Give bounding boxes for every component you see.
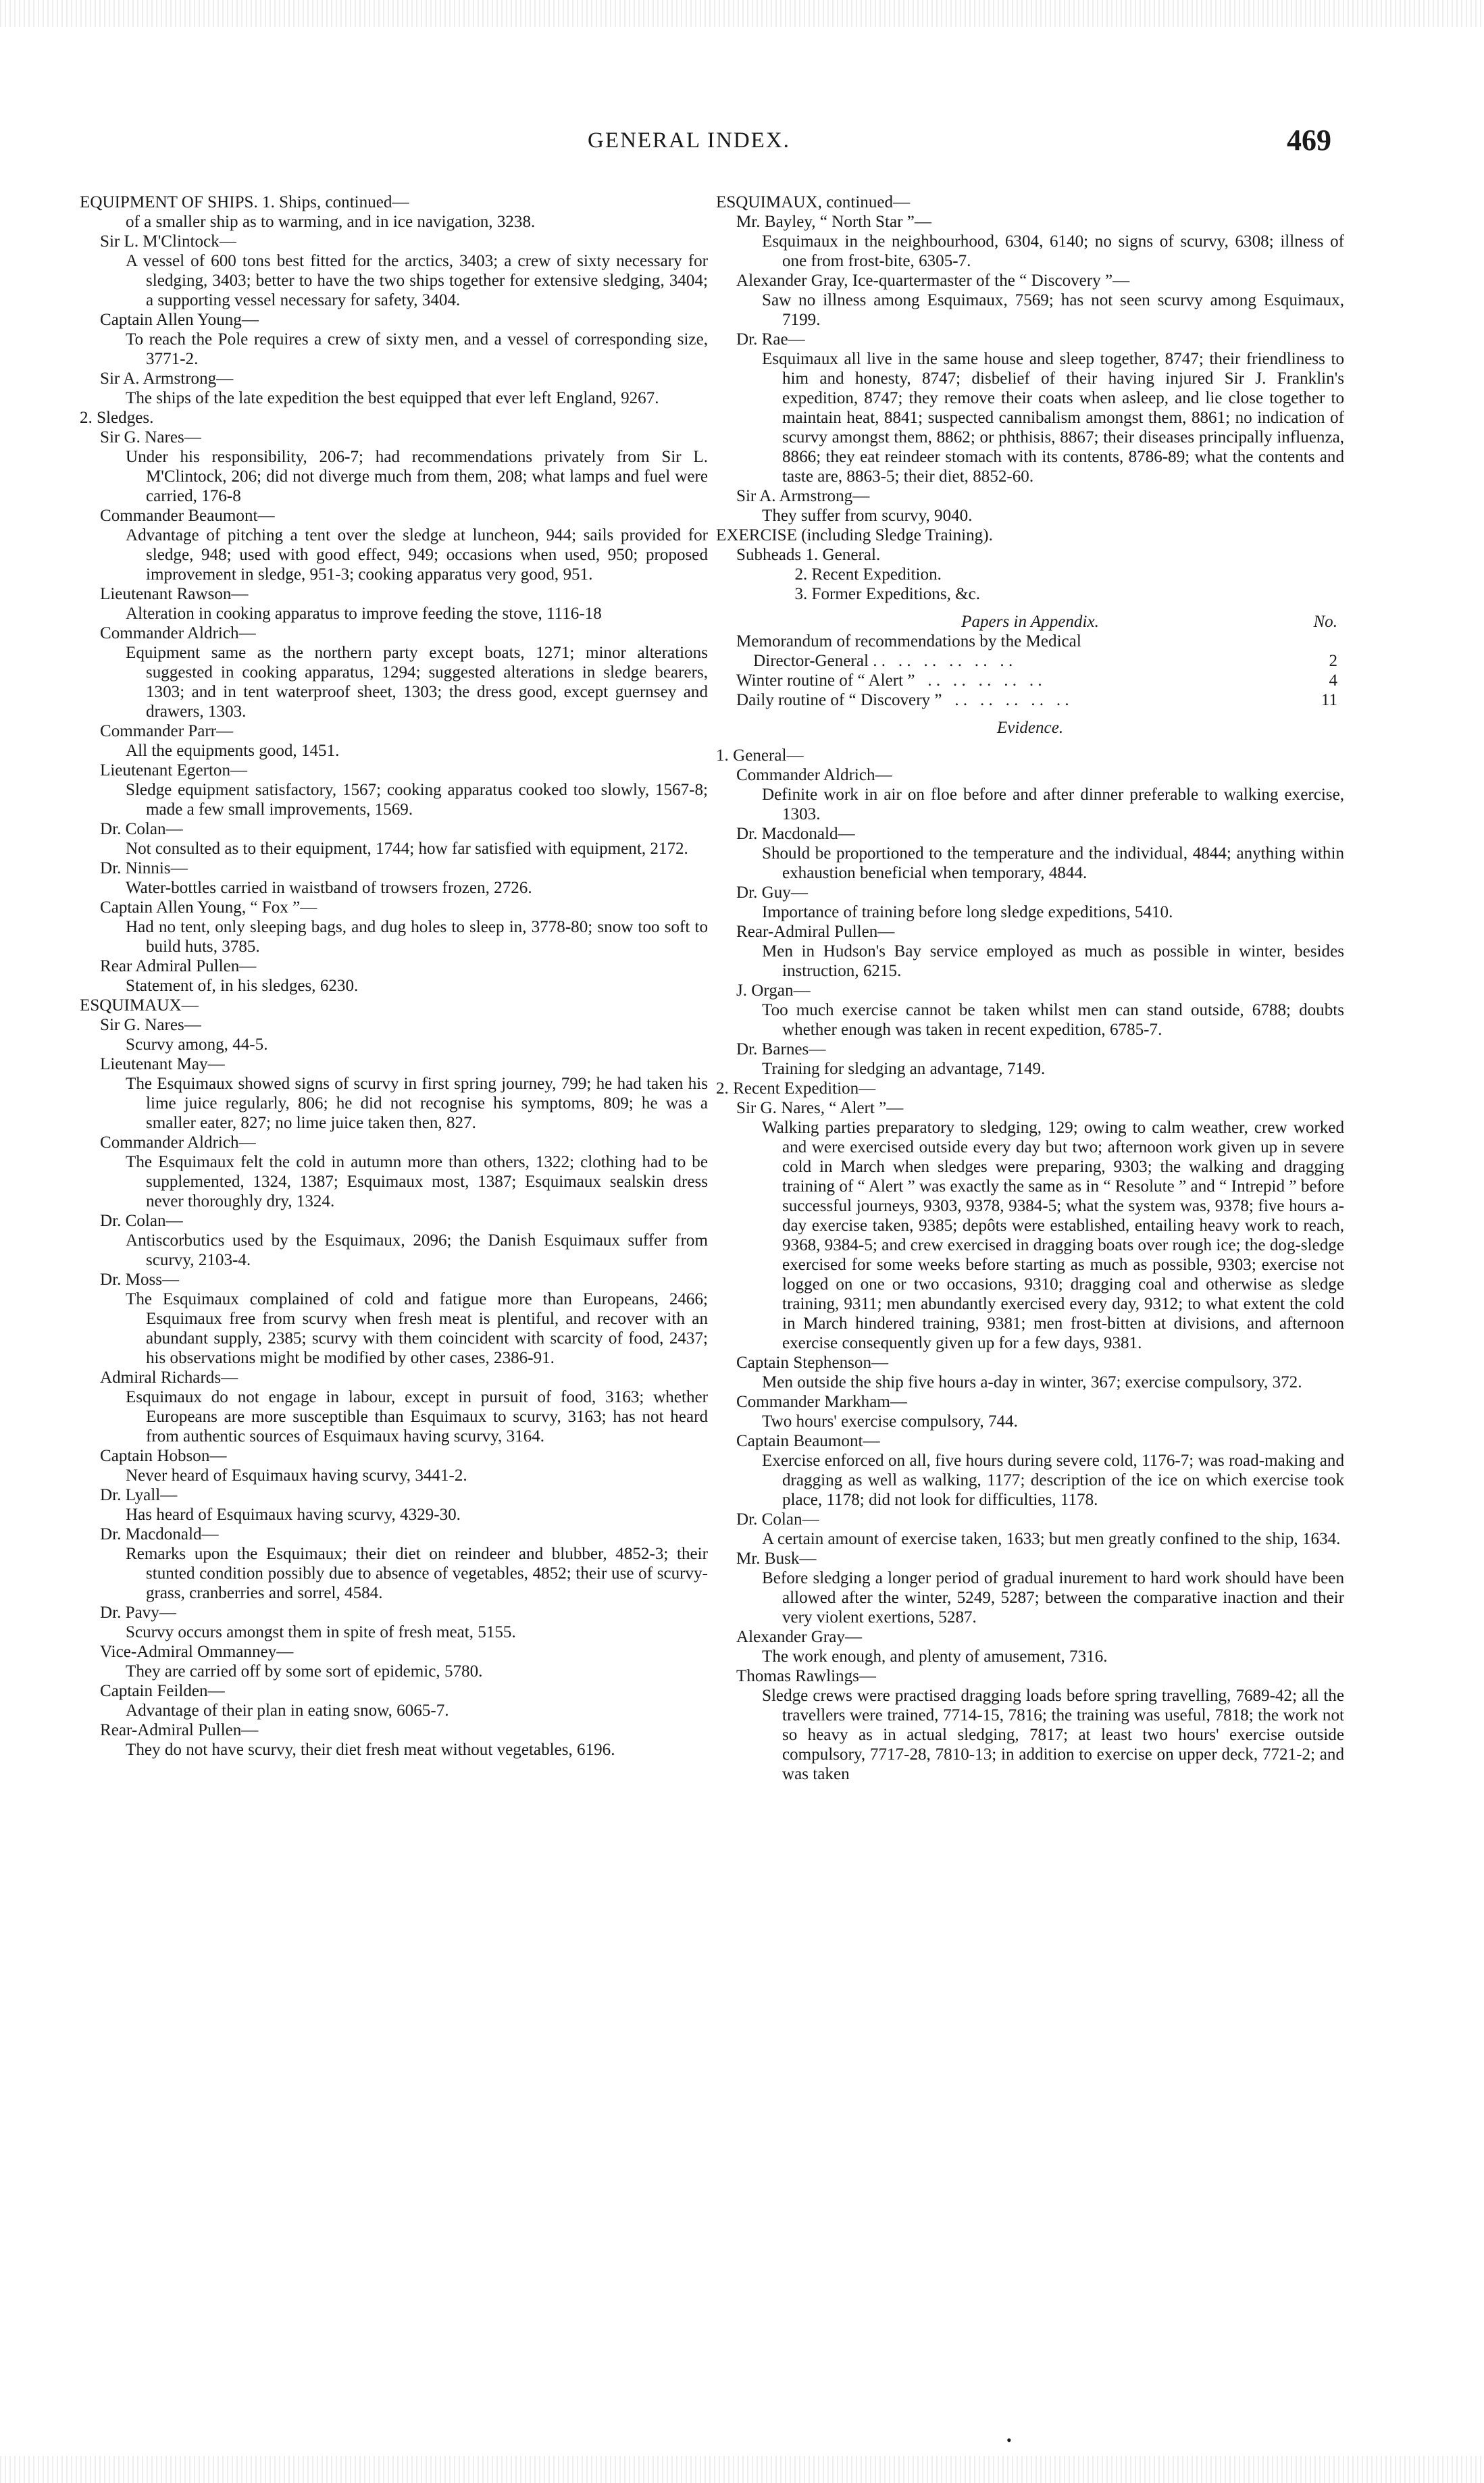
- index-entry: To reach the Pole requires a crew of sixty men, and a vessel of corresponding size, 3771-2.: [126, 330, 708, 368]
- index-heading: ESQUIMAUX, continued—: [716, 193, 911, 211]
- index-entry: Water-bottles carried in waistband of trowsers frozen, 2726.: [126, 879, 532, 897]
- index-heading: Captain Allen Young—: [100, 311, 259, 329]
- index-heading: Admiral Richards—: [100, 1368, 238, 1387]
- appendix-row-label: Director-General . . . . . . . . . . . .: [736, 652, 1013, 670]
- index-heading: Mr. Bayley, “ North Star ”—: [736, 213, 931, 231]
- index-heading: Captain Stephenson—: [736, 1354, 889, 1372]
- left-column: [80, 193, 708, 1760]
- scan-noise-bottom: [0, 2456, 1484, 2483]
- index-heading: Dr. Colan—: [100, 1212, 183, 1230]
- index-heading: Sir G. Nares—: [100, 428, 201, 446]
- index-entry: Definite work in air on floe before and after dinner preferable to walking exercise, 1303.: [762, 786, 1344, 823]
- appendix-row-number: 2: [1329, 652, 1337, 670]
- index-entry: Equipment same as the northern party except boats, 1271; minor alterations suggested in cooking apparatus, 1294; suggested alterations in sledge bearers, 1303; and in tent waterproof sheet, 1303; the dress good, except guernsey and drawers, 1303.: [126, 644, 708, 721]
- appendix-list: [716, 632, 1344, 710]
- index-heading: Dr. Pavy—: [100, 1604, 176, 1622]
- index-entry: Had no tent, only sleeping bags, and dug holes to sleep in, 3778-80; snow too soft to build huts, 3785.: [126, 918, 708, 956]
- index-heading: 1. General—: [716, 746, 804, 765]
- index-heading: Captain Feilden—: [100, 1682, 225, 1700]
- index-heading: Commander Aldrich—: [100, 1133, 256, 1152]
- index-entry: Esquimaux do not engage in labour, except in pursuit of food, 3163; whether Europeans are more susceptible than Esquimaux to scurvy, 3163; has not heard from authentic sources of Esquimaux having scurvy, 3164.: [126, 1388, 708, 1445]
- index-entry: Before sledging a longer period of gradual inurement to hard work should have been allowed after the winter, 5249, 5287; between the comparative inaction and their very violent exertions, 5287.: [762, 1569, 1344, 1627]
- index-heading: Commander Beaumont—: [100, 507, 275, 525]
- index-heading: Alexander Gray, Ice-quartermaster of the “ Discovery ”—: [736, 272, 1130, 290]
- index-heading: 3. Former Expeditions, &c.: [757, 585, 981, 603]
- index-heading: Thomas Rawlings—: [736, 1667, 877, 1685]
- index-heading: EQUIPMENT OF SHIPS. 1. Ships, continued—: [80, 193, 409, 211]
- appendix-row-label: Memorandum of recommendations by the Medical: [736, 632, 1081, 650]
- index-heading: Sir G. Nares—: [100, 1016, 201, 1034]
- right-column-top: [716, 193, 1344, 604]
- index-entry: Advantage of their plan in eating snow, 6065-7.: [126, 1701, 449, 1720]
- index-heading: EXERCISE (including Sledge Training).: [716, 526, 993, 544]
- index-heading: Subheads 1. General.: [736, 546, 881, 564]
- appendix-row: [716, 690, 1344, 710]
- index-heading: Captain Hobson—: [100, 1447, 227, 1465]
- index-entry: The Esquimaux complained of cold and fatigue more than Europeans, 2466; Esquimaux free from scurvy when fresh meat is plentiful, and recover with an abundant supply, 2385; scurvy with them coincident with scarcity of food, 2437; his observations might be modified by other cases, 2386-91.: [126, 1290, 708, 1367]
- index-heading: Dr. Colan—: [100, 820, 183, 838]
- index-heading: 2. Recent Expedition.: [757, 565, 942, 584]
- index-entry: They are carried off by some sort of epidemic, 5780.: [126, 1662, 483, 1681]
- index-heading: Sir A. Armstrong—: [100, 369, 234, 388]
- index-heading: Dr. Macdonald—: [100, 1525, 219, 1543]
- index-heading: J. Organ—: [736, 981, 811, 1000]
- index-heading: ESQUIMAUX—: [80, 996, 199, 1015]
- index-entry: Esquimaux all live in the same house and sleep together, 8747; their friendliness to him and honesty, 8747; disbelief of their having injured Sir J. Franklin's expedition, 8747; they remove their coats when asleep, and lie close together to maintain heat, 8841; suspected cannibalism amongst them, 8861; no indication of scurvy amongst them, 8862; or phthisis, 8867; their diseases principally influenza, 8866; they eat reindeer stomach with its contents, 8786-89; what the contents and taste are, 8863-5; their diet, 8852-60.: [762, 350, 1344, 486]
- index-heading: Rear-Admiral Pullen—: [736, 923, 895, 941]
- index-entry: Advantage of pitching a tent over the sledge at luncheon, 944; sails provided for sledge, 948; used with good effect, 949; occasions when used, 950; proposed improvement in sledge, 951-3; cooking apparatus very good, 951.: [126, 526, 708, 584]
- index-entry: The Esquimaux felt the cold in autumn more than others, 1322; clothing had to be supplemented, 1324, 1387; Esquimaux most, 1387; Esquimaux sealskin dress never thoroughly dry, 1324.: [126, 1153, 708, 1210]
- index-heading: Captain Beaumont—: [736, 1432, 880, 1450]
- index-entry: Statement of, in his sledges, 6230.: [126, 977, 359, 995]
- index-heading: Commander Markham—: [736, 1393, 907, 1411]
- index-heading: Lieutenant Rawson—: [100, 585, 249, 603]
- index-entry: Has heard of Esquimaux having scurvy, 4329-30.: [126, 1506, 461, 1524]
- index-entry: Not consulted as to their equipment, 1744; how far satisfied with equipment, 2172.: [126, 840, 688, 858]
- appendix-row: [716, 632, 1344, 651]
- index-heading: Vice-Admiral Ommanney—: [100, 1643, 294, 1661]
- index-entry: Esquimaux in the neighbourhood, 6304, 6140; no signs of scurvy, 6308; illness of one from frost-bite, 6305-7.: [762, 232, 1344, 270]
- index-entry: Too much exercise cannot be taken whilst men can stand outside, 6788; doubts whether enough was taken in recent expedition, 6785-7.: [762, 1001, 1344, 1039]
- index-entry: A certain amount of exercise taken, 1633; but men greatly confined to the ship, 1634.: [762, 1530, 1341, 1548]
- appendix-row-number: 11: [1321, 691, 1337, 709]
- index-entry: They do not have scurvy, their diet fresh meat without vegetables, 6196.: [126, 1741, 615, 1759]
- index-entry: The ships of the late expedition the best equipped that ever left England, 9267.: [126, 389, 659, 407]
- index-heading: Commander Aldrich—: [736, 766, 892, 784]
- index-entry: Sledge crews were practised dragging loads before spring travelling, 7689-42; all the travellers were trained, 7714-15, 7816; the training was useful, 7818; the work not so heavy as in actual sledging, 7817; at least two hours' exercise outside compulsory, 7717-28, 7810-13; in addition to exercise on upper deck, 7721-2; and was taken: [762, 1687, 1344, 1783]
- index-entry: The Esquimaux showed signs of scurvy in first spring journey, 799; he had taken his lime juice regularly, 806; he did not recognise his symptoms, 809; he was a smaller eater, 827; no lime juice taken then, 827.: [126, 1075, 708, 1132]
- appendix-no-label: No.: [1313, 613, 1337, 631]
- index-heading: Sir L. M'Clintock—: [100, 232, 236, 251]
- page-title: GENERAL INDEX.: [588, 128, 790, 153]
- index-heading: Dr. Guy—: [736, 884, 808, 902]
- index-entry: Men in Hudson's Bay service employed as much as possible in winter, besides instruction, 6215.: [762, 942, 1344, 980]
- index-heading: Dr. Moss—: [100, 1271, 180, 1289]
- index-heading: Lieutenant May—: [100, 1055, 225, 1073]
- index-entry: All the equipments good, 1451.: [126, 742, 340, 760]
- index-heading: Alexander Gray—: [736, 1628, 863, 1646]
- index-heading: Dr. Barnes—: [736, 1040, 826, 1058]
- appendix-row-label: Daily routine of “ Discovery ” . . . . . . . . . .: [736, 691, 1069, 709]
- appendix-row-number: [1337, 632, 1344, 651]
- appendix-row-number: 4: [1329, 671, 1337, 690]
- appendix-row-label: Winter routine of “ Alert ” . . . . . . . . . .: [736, 671, 1042, 690]
- index-entry: Never heard of Esquimaux having scurvy, 3441-2.: [126, 1466, 467, 1485]
- index-heading: Captain Allen Young, “ Fox ”—: [100, 898, 317, 917]
- index-heading: Dr. Rae—: [736, 330, 805, 349]
- index-entry: The work enough, and plenty of amusement, 7316.: [762, 1647, 1108, 1666]
- index-heading: Commander Aldrich—: [100, 624, 256, 642]
- appendix-row: [716, 671, 1344, 690]
- index-entry: A vessel of 600 tons best fitted for the arctics, 3403; a crew of sixty necessary for sledging, 3403; better to have the two ships together for extensive sledging, 3404; a supporting vessel necessary for safety, 3404.: [126, 252, 708, 309]
- index-entry: Alteration in cooking apparatus to improve feeding the stove, 1116-18: [126, 605, 602, 623]
- index-entry: Remarks upon the Esquimaux; their diet on reindeer and blubber, 4852-3; their stunted condition possibly due to absence of vegetables, 4852; their use of scurvy-grass, cranberries and sorrel, 4584.: [126, 1545, 708, 1602]
- index-heading: Mr. Busk—: [736, 1550, 817, 1568]
- index-entry: Scurvy occurs amongst them in spite of fresh meat, 5155.: [126, 1623, 516, 1641]
- index-heading: Sir A. Armstrong—: [736, 487, 870, 505]
- right-column-evidence: [716, 746, 1344, 1784]
- index-entry: Should be proportioned to the temperature and the individual, 4844; anything within exhaustion beneficial when temporary, 4844.: [762, 844, 1344, 882]
- appendix-row: [716, 651, 1344, 671]
- index-heading: Lieutenant Egerton—: [100, 761, 248, 779]
- index-entry: Two hours' exercise compulsory, 744.: [762, 1412, 1018, 1431]
- index-entry: Scurvy among, 44-5.: [126, 1035, 268, 1054]
- index-heading: Rear Admiral Pullen—: [100, 957, 257, 975]
- index-entry: Walking parties preparatory to sledging, 129; owing to calm weather, crew worked and were exercised outside every day but two; afternoon work given up in severe cold in March when sledges were preparing, 9303; the walking and dragging training of “ Alert ” was exactly the same as in “ Resolute ” and “ Intrepid ” before successful journeys, 9303, 9378, 9384-5; what the system was, 9378; five hours a-day exercise taken, 9385; depôts were established, entailing heavy work to reach, 9368, 9384-5; and crew exercised in dragging boats over rough ice; the dog-sledge exercised for some weeks before starting as much as possible, 9303; exercise not logged on one or two occasions, 9310; dragging coal and otherwise as sledge training, 9311; men abundantly exercised every day, 9312; to what extent the cold in March hindered training, 9381; men frost-bitten at divisions, and afternoon exercise consequently given up for a few days, 9381.: [762, 1119, 1344, 1352]
- right-column: [716, 193, 1344, 1784]
- index-entry: of a smaller ship as to warming, and in ice navigation, 3238.: [126, 213, 536, 231]
- page-header: [0, 123, 1484, 163]
- index-heading: Dr. Lyall—: [100, 1486, 178, 1504]
- index-entry: Training for sledging an advantage, 7149.: [762, 1060, 1046, 1078]
- evidence-heading: Evidence.: [996, 719, 1064, 737]
- index-entry: Saw no illness among Esquimaux, 7569; has not seen scurvy among Esquimaux, 7199.: [762, 291, 1344, 329]
- index-entry: Sledge equipment satisfactory, 1567; cooking apparatus cooked too slowly, 1567-8; made a few small improvements, 1569.: [126, 781, 708, 819]
- index-heading: Commander Parr—: [100, 722, 234, 740]
- scan-noise-top: [0, 0, 1484, 27]
- index-entry: Under his responsibility, 206-7; had recommendations privately from Sir L. M'Clintock, 206; did not diverge much from them, 208; what lamps and fuel were carried, 176-8: [126, 448, 708, 505]
- index-heading: 2. Sledges.: [80, 409, 154, 427]
- index-entry: Importance of training before long sledge expeditions, 5410.: [762, 903, 1173, 921]
- index-heading: Dr. Macdonald—: [736, 825, 855, 843]
- index-entry: Exercise enforced on all, five hours during severe cold, 1176-7; was road-making and dragging as well as walking, 1177; description of the ice on which exercise took place, 1178; did not look for difficulties, 1178.: [762, 1452, 1344, 1509]
- index-heading: 2. Recent Expedition—: [716, 1079, 876, 1098]
- bottom-mark: •: [1006, 2432, 1012, 2449]
- index-entry: They suffer from scurvy, 9040.: [762, 507, 973, 525]
- page-number: 469: [1287, 124, 1331, 157]
- index-heading: Rear-Admiral Pullen—: [100, 1721, 259, 1739]
- index-heading: Dr. Colan—: [736, 1510, 819, 1529]
- appendix-heading: Papers in Appendix. No.: [961, 613, 1337, 631]
- index-heading: Sir G. Nares, “ Alert ”—: [736, 1099, 904, 1117]
- index-entry: Antiscorbutics used by the Esquimaux, 2096; the Danish Esquimaux suffer from scurvy, 2103-4.: [126, 1231, 708, 1269]
- index-entry: Men outside the ship five hours a-day in winter, 367; exercise compulsory, 372.: [762, 1373, 1302, 1391]
- index-heading: Dr. Ninnis—: [100, 859, 188, 877]
